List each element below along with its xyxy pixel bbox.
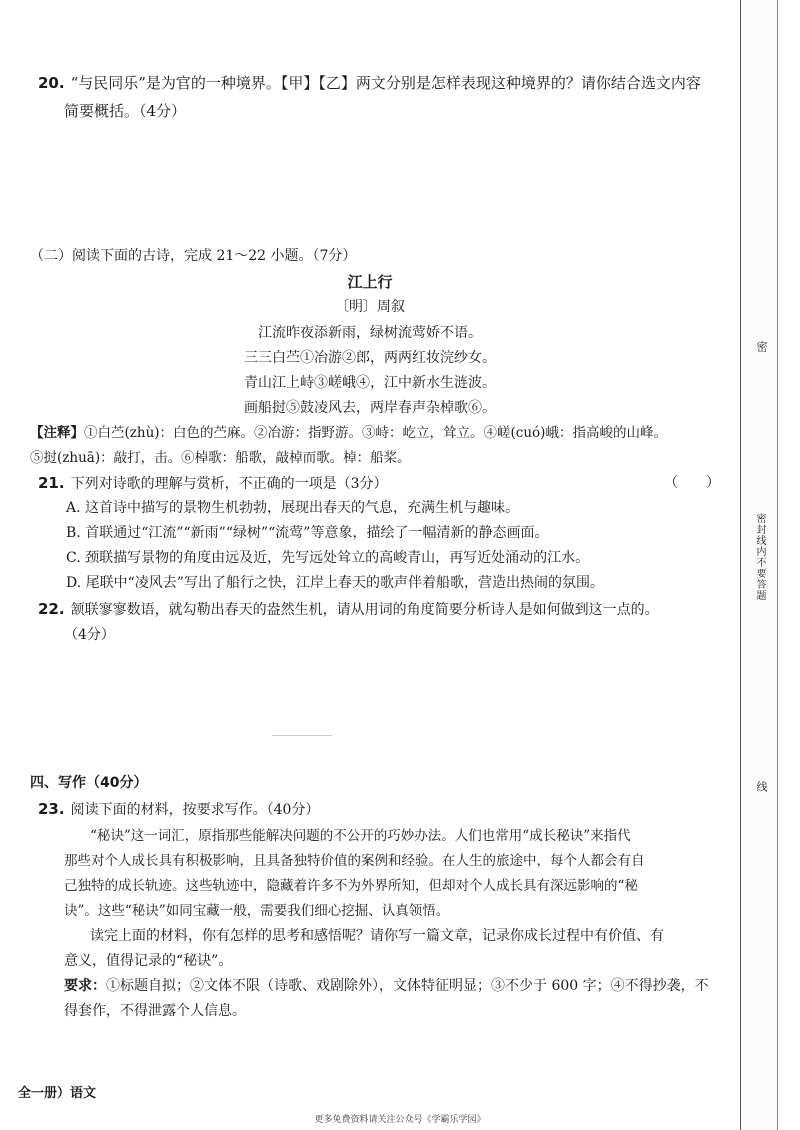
answer-bracket: （ ） bbox=[664, 475, 720, 491]
section-2-heading: （二）阅读下面的古诗，完成 21～22 小题。（7分） bbox=[30, 248, 357, 264]
poem-author: 〔明〕周叙 bbox=[335, 299, 405, 315]
material-line: 诀”。这些“秘诀”如同宝藏一般，需要我们细心挖掘、认真领悟。 bbox=[64, 903, 450, 919]
prompt-line: 意义，值得记录的“秘诀”。 bbox=[64, 953, 233, 969]
scan-mark bbox=[272, 735, 332, 736]
footer-subject: 全一册）语文 bbox=[18, 1086, 97, 1101]
material-paragraph-1 bbox=[64, 824, 744, 924]
poem-line: 青山江上峙③嵯峨④，江中新水生涟波。 bbox=[244, 375, 496, 391]
requirements-text: ①标题自拟；②文体不限（诗歌、戏剧除外），文体特征明显；③不少于 600 字；④不得抄袭，不 bbox=[106, 978, 709, 994]
poem-notes-line1 bbox=[30, 421, 730, 446]
option-d: D. 尾联中“凌风去”写出了船行之快，江岸上春天的歌声伴着船歌，营造出热闹的氛围。 bbox=[66, 575, 604, 591]
question-21-stem: 下列对诗歌的理解与赏析，不正确的一项是（3分） bbox=[70, 476, 388, 492]
poem-notes-line2: ⑤挝(zhuā)：敲打，击。⑥棹歌：船歌，敲棹而歌。棹：船桨。 bbox=[30, 450, 411, 466]
prompt-line: 读完上面的材料，你有怎样的思考和感悟呢？请你写一篇文章，记录你成长过程中有价值、有 bbox=[90, 928, 664, 944]
material-line: 那些对个人成长具有积极影响，且具备独特价值的案例和经验。在人生的旅途中，每个人都会有自 bbox=[64, 853, 645, 869]
poem-line: 三三白苎①冶游②郎，两两红妆浣纱女。 bbox=[244, 350, 496, 366]
question-22-text-line1: 颔联寥寥数语，就勾勒出春天的盎然生机，请从用词的角度简要分析诗人是如何做到这一点的。 bbox=[70, 602, 659, 618]
section-4-heading: 四、写作（40分） bbox=[30, 775, 148, 791]
question-number: 22. bbox=[38, 600, 65, 618]
margin-xian: 线 bbox=[753, 778, 769, 796]
material-paragraph-2 bbox=[64, 924, 744, 974]
question-number: 20. bbox=[38, 74, 65, 92]
poem-line: 画船挝⑤鼓凌风去，两岸春声杂棹歌⑥。 bbox=[244, 400, 496, 416]
question-23 bbox=[38, 796, 738, 823]
material-line: 己独特的成长轨迹。这些轨迹中，隐藏着许多不为外界所知，但却对个人成长具有深远影响的“秘 bbox=[64, 878, 638, 894]
notes-label: 【注释】 bbox=[30, 425, 84, 441]
footer-note: 更多免费资料请关注公众号《学霸乐学园》 bbox=[314, 1115, 486, 1125]
requirements bbox=[64, 974, 744, 1024]
poem-line: 江流昨夜添新雨，绿树流莺娇不语。 bbox=[258, 325, 482, 341]
notes-text: ①白苎(zhù)：白色的苎麻。②冶游：指野游。③峙：屹立，耸立。④嵯(cuó)峨：指高峻的山峰。 bbox=[84, 425, 667, 441]
question-22 bbox=[38, 596, 738, 623]
margin-mi: 密 bbox=[753, 338, 769, 356]
poem-title: 江上行 bbox=[347, 273, 393, 291]
question-20 bbox=[38, 70, 738, 96]
option-c: C. 颈联描写景物的角度由远及近，先写远处耸立的高峻青山，再写近处涌动的江水。 bbox=[66, 550, 590, 566]
margin-notice: 密封线内不要答题 bbox=[752, 510, 767, 604]
seal-line-right bbox=[777, 0, 778, 1130]
requirements-label: 要求： bbox=[64, 978, 106, 994]
question-23-stem: 阅读下面的材料，按要求写作。（40分） bbox=[70, 802, 320, 818]
question-number: 23. bbox=[38, 800, 65, 818]
seal-line-left-overlay bbox=[740, 0, 741, 1130]
question-20-text-line1: “与民同乐”是为官的一种境界。【甲】【乙】两文分别是怎样表现这种境界的？请你结合选文内容 bbox=[70, 74, 701, 92]
question-21 bbox=[38, 470, 638, 497]
requirements-line2: 得套作，不得泄露个人信息。 bbox=[64, 1003, 246, 1019]
requirements-line1 bbox=[64, 974, 744, 999]
question-22-text-line2: （4分） bbox=[64, 627, 115, 643]
question-number: 21. bbox=[38, 474, 65, 492]
option-b: B. 首联通过“江流”“新雨”“绿树”“流莺”等意象，描绘了一幅清新的静态画面。 bbox=[66, 525, 549, 541]
question-20-text-line2: 简要概括。（4分） bbox=[64, 102, 187, 120]
material-line: “秘诀”这一词汇，原指那些能解决问题的不公开的巧妙办法。人们也常用“成长秘诀”来指代 bbox=[90, 828, 631, 844]
option-a: A. 这首诗中描写的景物生机勃勃，展现出春天的气息，充满生机与趣味。 bbox=[66, 500, 520, 516]
